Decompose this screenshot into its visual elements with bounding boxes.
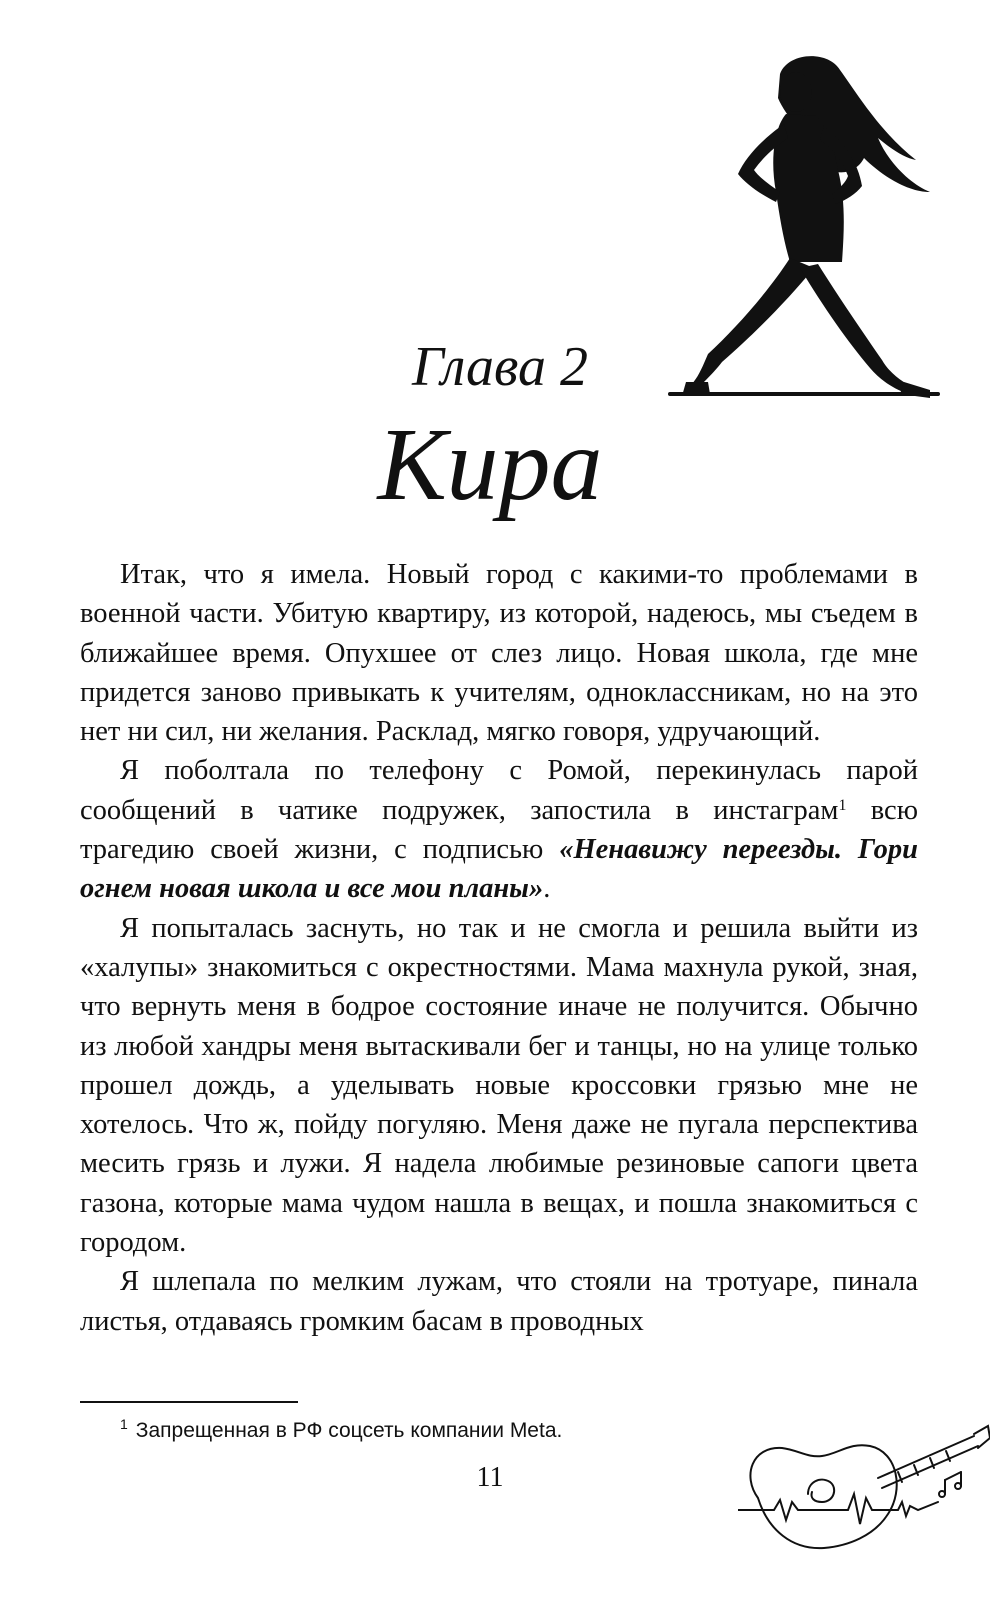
chapter-title: Кира	[377, 407, 603, 522]
quoted-caption: «Ненавижу переезды. Гори огнем новая школа и все мои планы»	[80, 834, 918, 905]
paragraph: Я шлепала по мелким лужам, что стояли на тротуаре, пинала листья, отдаваясь громким басам в проводных	[80, 1266, 918, 1337]
chapter-label: Глава 2	[412, 336, 588, 398]
footnote-text: Запрещенная в РФ соцсеть компании Meta.	[135, 1419, 563, 1442]
paragraph: Итак, что я имела. Новый город с какими-то проблемами в военной части. Убитую квартиру, из которой, надеюсь, мы съедем в ближайшее время. Опухшее от слез лицо. Новая школа, где мне придется заново привыкать к учителям, одноклассникам, но на это нет ни сил, ни желания. Расклад, мягко говоря, удручающий.	[80, 559, 918, 748]
woman-silhouette-icon	[668, 52, 968, 412]
paragraph-text: Я поболтала по телефону с Ромой, перекинулась парой сообщений в чатике подружек, запостила в инстаграм	[80, 755, 918, 826]
footnote-divider	[80, 1401, 298, 1403]
paragraph	[80, 751, 918, 908]
paragraph-text: .	[543, 873, 551, 905]
footnote-mark: 1	[120, 1416, 128, 1432]
paragraph: Я попыталась заснуть, но так и не смогла и решила выйти из «халупы» знакомиться с окрестностями. Мама махнула рукой, зная, что вернуть меня в бодрое состояние иначе не получится. Обычно из любой хандры меня вытаскивали бег и танцы, но на улице только прошел дождь, а уделывать новые кроссовки грязью мне не хотелось. Что ж, пойду погуляю. Меня даже не пугала перспектива месить грязь и лужи. Я надела любимые резиновые сапоги цвета газона, которые мама чудом нашла в вещах, и пошла знакомиться с городом.	[80, 912, 918, 1259]
guitar-doodle-icon	[738, 1398, 990, 1576]
footnote-reference[interactable]: 1	[838, 796, 847, 814]
chapter-body	[80, 555, 918, 1341]
page-number: 11	[476, 1462, 504, 1493]
paragraph-text: всю трагедию своей жизни, с подписью	[80, 794, 918, 866]
